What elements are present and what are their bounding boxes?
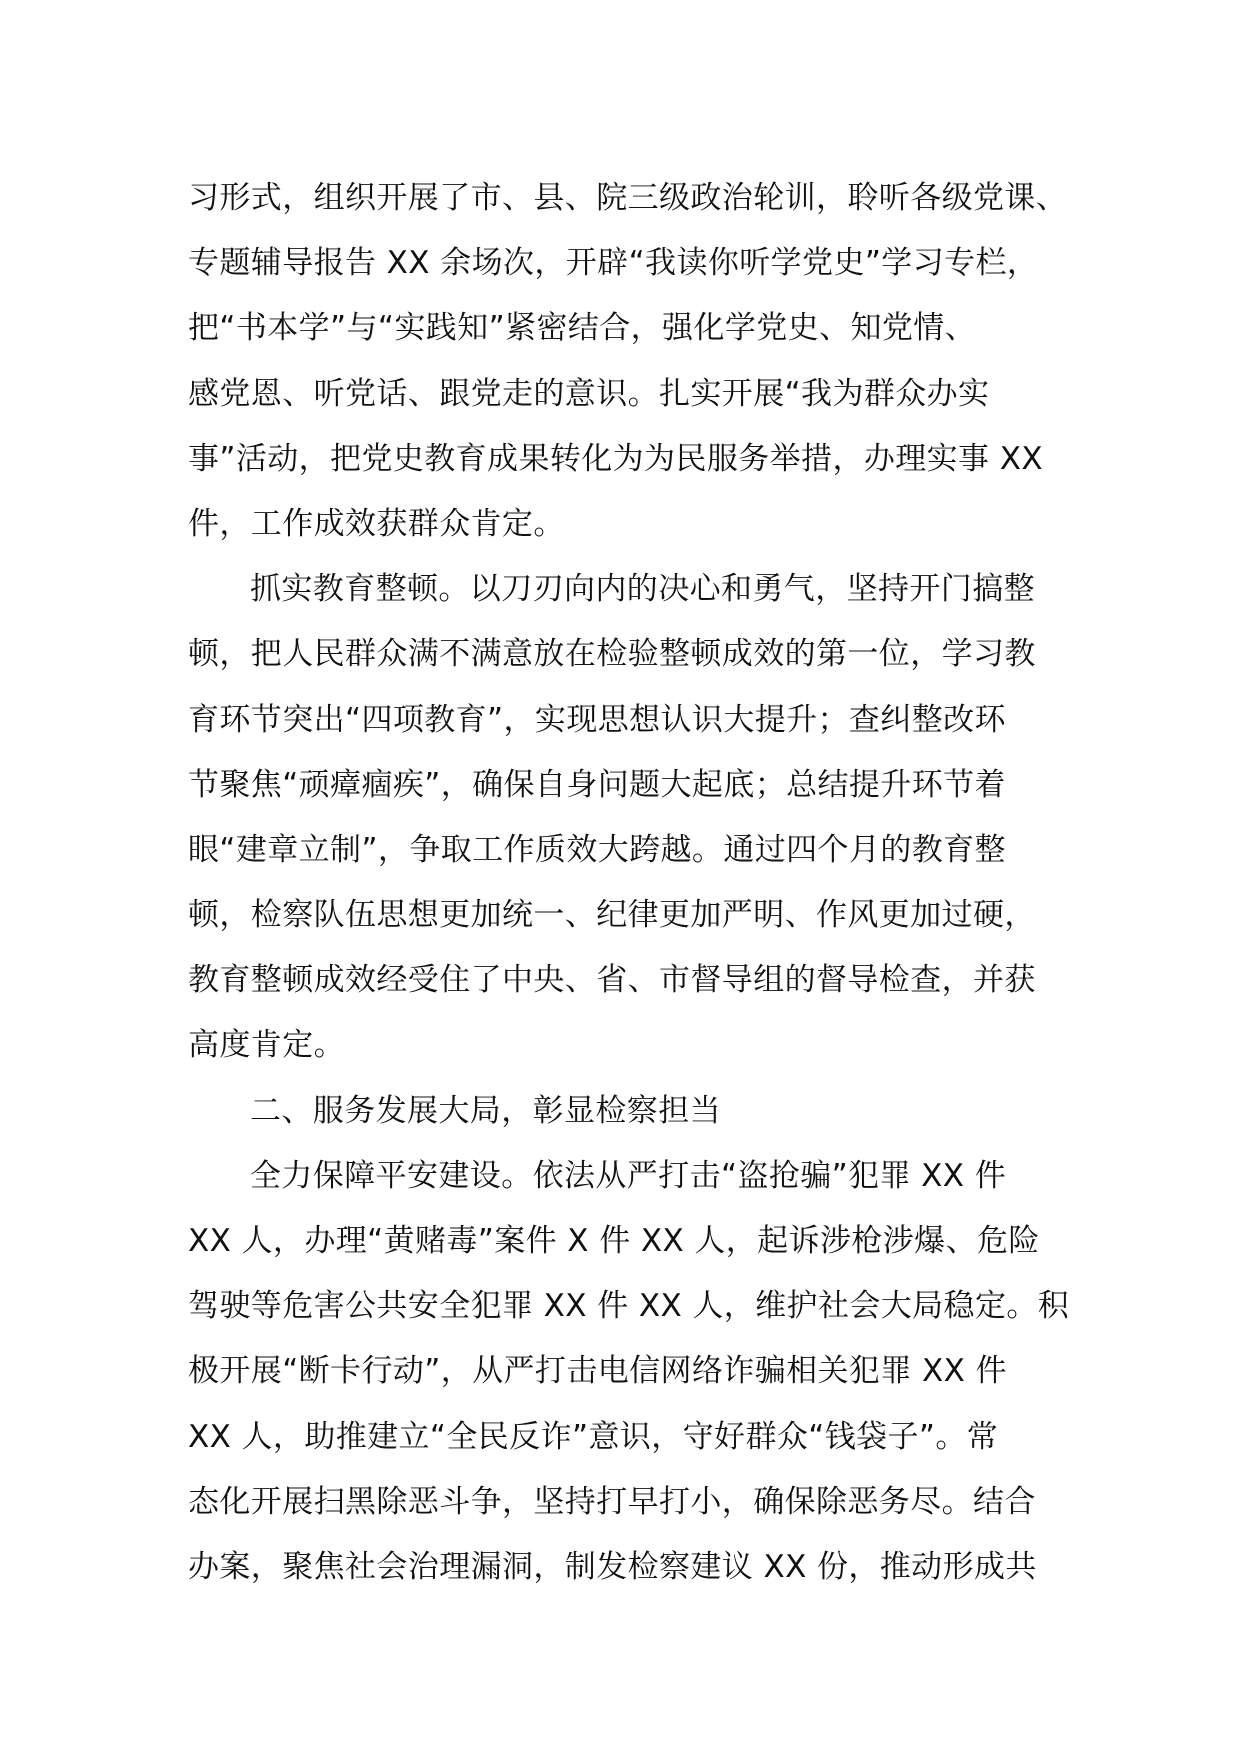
text-line: 教育整顿成效经受住了中央、省、市督导组的督导检查，并获 [188, 962, 1036, 999]
text-line: 专题辅导报告 XX 余场次，开辟“我读你听学党史”学习专栏， [188, 245, 1039, 282]
text-line: 驾驶等危害公共安全犯罪 XX 件 XX 人，维护社会大局稳定。积 [188, 1288, 1070, 1325]
text-line: 把“书本学”与“实践知”紧密结合，强化学党史、知党情、 [188, 310, 977, 347]
text-line: 事”活动，把党史教育成果转化为为民服务举措，办理实事 XX [188, 440, 1043, 477]
text-line: 顿，检察队伍思想更加统一、纪律更加严明、作风更加过硬， [188, 897, 1036, 934]
text-line: 育环节突出“四项教育”，实现思想认识大提升；查纠整改环 [188, 701, 1006, 738]
paragraph-start-line: 全力保障平安建设。依法从严打击“盗抢骗”犯罪 XX 件 [250, 1157, 1007, 1194]
text-line: 高度肯定。 [188, 1027, 345, 1064]
text-line: 节聚焦“顽瘴痼疾”，确保自身问题大起底；总结提升环节着 [188, 766, 1006, 803]
text-line: 眼“建章立制”，争取工作质效大跨越。通过四个月的教育整 [188, 831, 1006, 868]
document-body [188, 166, 1070, 1600]
text-line: 件，工作成效获群众肯定。 [188, 505, 565, 542]
text-line: 感党恩、听党话、跟党走的意识。扎实开展“我为群众办实 [188, 375, 990, 412]
text-line: 顿，把人民群众满不满意放在检验整顿成效的第一位，学习教 [188, 636, 1036, 673]
text-line: XX 人，办理“黄赌毒”案件 X 件 XX 人，起诉涉枪涉爆、危险 [188, 1223, 1040, 1259]
text-line: XX 人，助推建立“全民反诈”意识，守好群众“钱袋子”。常 [188, 1418, 999, 1455]
section-heading: 二、服务发展大局，彰显检察担当 [250, 1092, 721, 1129]
paragraph-start-line: 抓实教育整顿。以刀刃向内的决心和勇气，坚持开门搞整 [250, 571, 1035, 608]
text-line: 习形式，组织开展了市、县、院三级政治轮训，聆听各级党课、 [188, 180, 1068, 216]
text-line: 态化开展扫黑除恶斗争，坚持打早打小，确保除恶务尽。结合 [188, 1483, 1036, 1520]
text-line: 办案，聚焦社会治理漏洞，制发检察建议 XX 份，推动形成共 [188, 1548, 1037, 1585]
text-line: 极开展“断卡行动”，从严打击电信网络诈骗相关犯罪 XX 件 [188, 1353, 1007, 1390]
